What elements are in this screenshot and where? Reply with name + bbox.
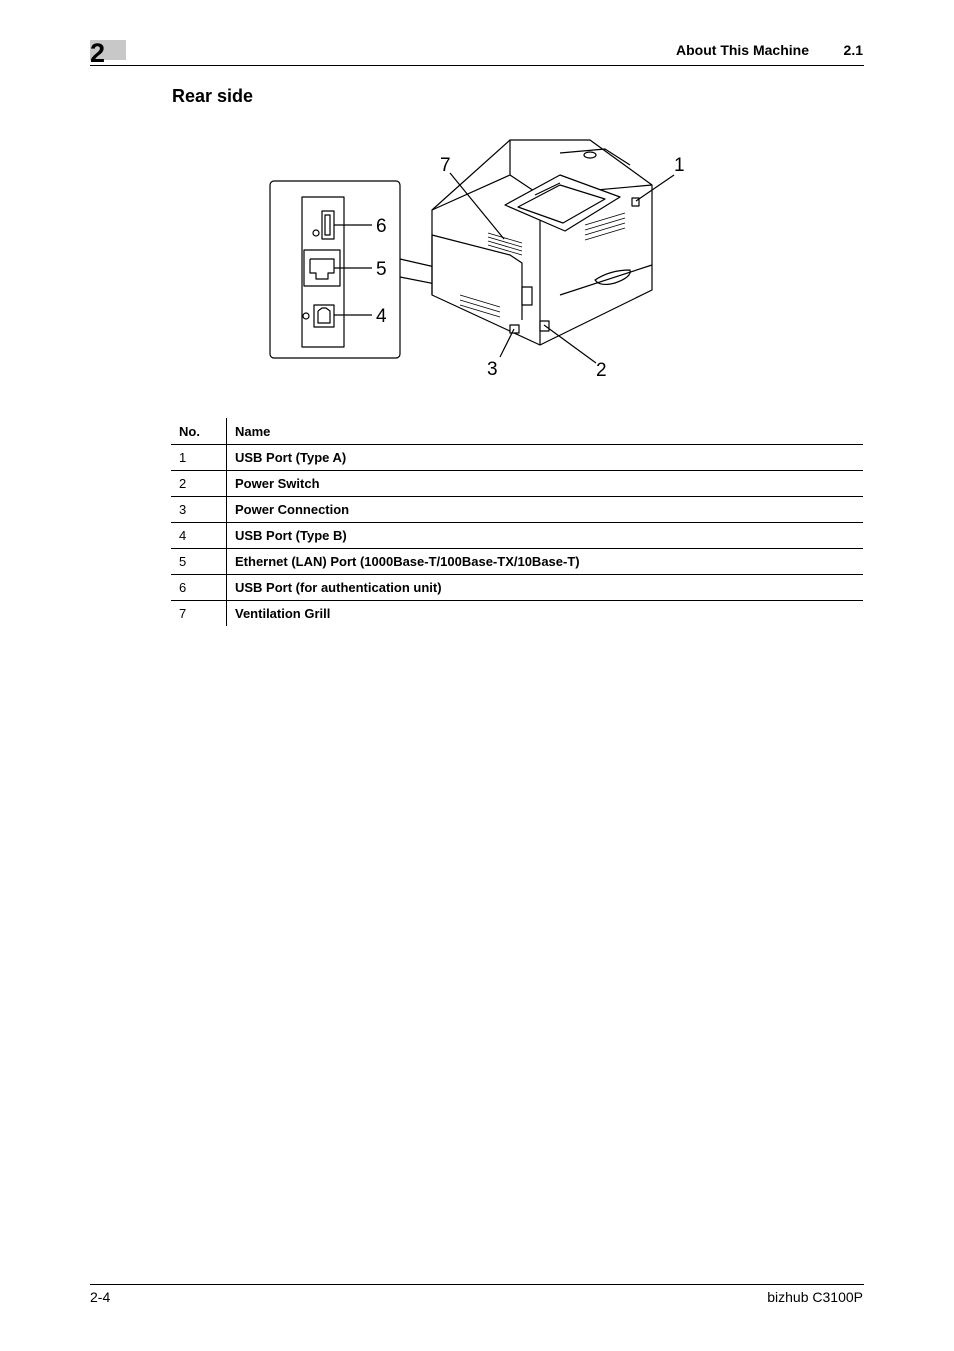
rear-port-group bbox=[522, 287, 532, 305]
table-row bbox=[171, 497, 863, 523]
row-number: 5 bbox=[171, 549, 227, 575]
column-header-no: No. bbox=[171, 418, 227, 445]
printer-body-outline bbox=[432, 140, 652, 345]
table-row bbox=[171, 471, 863, 497]
callout-4: 4 bbox=[376, 306, 387, 327]
page-number: 2-4 bbox=[90, 1289, 111, 1305]
callout-3: 3 bbox=[487, 359, 498, 380]
row-name: Ventilation Grill bbox=[235, 606, 331, 621]
table-row bbox=[171, 601, 863, 627]
table-row bbox=[171, 523, 863, 549]
product-name: bizhub C3100P bbox=[767, 1289, 863, 1305]
power-connection-shape bbox=[510, 325, 519, 333]
table-row bbox=[171, 575, 863, 601]
row-name: Power Switch bbox=[235, 476, 320, 491]
header-divider bbox=[90, 65, 864, 66]
printer-rear-svg bbox=[260, 135, 700, 385]
callout-7: 7 bbox=[440, 155, 451, 176]
row-name: USB Port (for authentication unit) bbox=[235, 580, 442, 595]
column-header-name: Name bbox=[235, 423, 271, 439]
callout-2: 2 bbox=[596, 360, 607, 381]
row-number: 7 bbox=[171, 601, 227, 627]
row-name: Ethernet (LAN) Port (1000Base-T/100Base-TX/10Base-T) bbox=[235, 554, 580, 569]
row-number: 2 bbox=[171, 471, 227, 497]
printer-rear-illustration bbox=[260, 135, 700, 385]
callout-1: 1 bbox=[674, 155, 685, 176]
row-name: USB Port (Type A) bbox=[235, 450, 347, 465]
table-row bbox=[171, 445, 863, 471]
row-number: 1 bbox=[171, 445, 227, 471]
row-number: 6 bbox=[171, 575, 227, 601]
parts-table bbox=[171, 418, 863, 626]
footer-divider bbox=[90, 1284, 864, 1285]
row-number: 4 bbox=[171, 523, 227, 549]
callout-5: 5 bbox=[376, 259, 387, 280]
row-number: 3 bbox=[171, 497, 227, 523]
row-name: USB Port (Type B) bbox=[235, 528, 347, 543]
callout-6: 6 bbox=[376, 216, 387, 237]
chapter-number: 2 bbox=[90, 38, 106, 68]
section-title: Rear side bbox=[172, 86, 254, 106]
header-title: About This Machine bbox=[676, 42, 809, 58]
header-section-number: 2.1 bbox=[843, 42, 863, 58]
table-row bbox=[171, 549, 863, 575]
table-header-row bbox=[171, 418, 863, 445]
row-name: Power Connection bbox=[235, 502, 350, 517]
